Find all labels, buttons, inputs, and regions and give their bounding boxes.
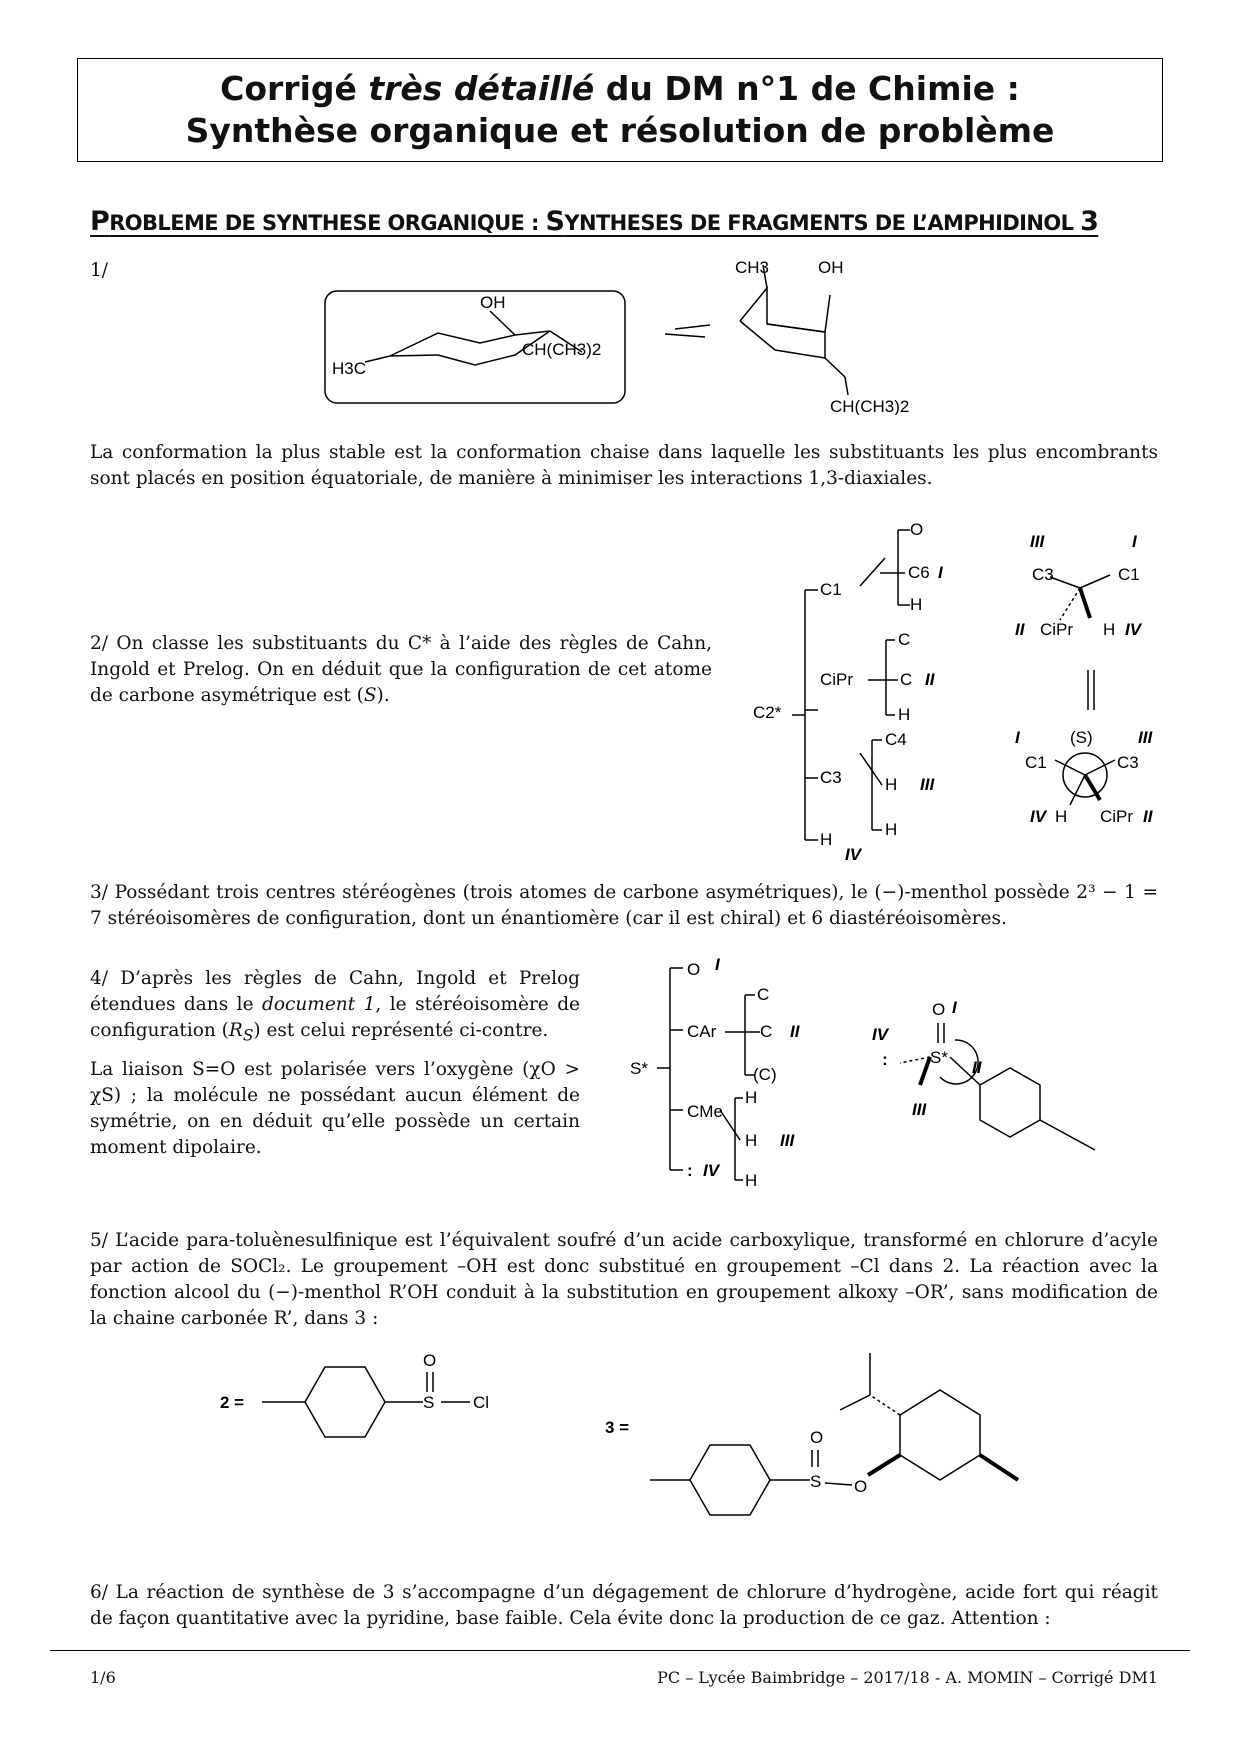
q1-ch3-label: CH3 (735, 258, 770, 277)
q1-chair-figure (320, 255, 960, 415)
q2-cipr-sub-h: H (898, 705, 911, 724)
q2-c3-sub-c4: C4 (885, 730, 907, 749)
q1-oh2-label: OH (818, 258, 844, 277)
q2-rank-iii: III (920, 775, 935, 794)
proj-top-c1: C1 (1118, 565, 1140, 584)
q1-oh-label: OH (480, 293, 506, 312)
q4-tree-figure (625, 950, 825, 1190)
q2-c1-sub-h: H (910, 595, 923, 614)
q3-text: 3/ Possédant trois centres stéréogènes (trois atomes de carbone asymétriques), le (−)-menthol possède 2³ − 1 = 7 stéréoisomères de configuration, dont un énantiomère (car il est chiral) et 6 diastéréoisomères. (90, 882, 1158, 929)
q5-o3: O (854, 1477, 868, 1496)
q2-rank-i: I (938, 563, 943, 582)
title-line-2: Synthèse organique et résolution de problème (185, 111, 1055, 150)
q5-text: 5/ L’acide para-toluènesulfinique est l’équivalent soufré d’un acide carboxylique, transformé en chlorure d’acyle par action de SOCl₂. Le groupement –OH est donc substitué en groupement –Cl dans 2. La réaction avec la fonction alcool du (−)-menthol R’OH conduit à la substitution en groupement alkoxy –OR’, sans modification de la chaine carbonée R’, dans 3 : (90, 1230, 1158, 1329)
q2-c3-sub-h: H (885, 775, 898, 794)
q4-fig-lone-pair: : (882, 1050, 888, 1069)
q4-s-label: S* (930, 1048, 948, 1067)
q2-rank-ii: II (925, 670, 935, 689)
q2-projection-figure (1010, 530, 1200, 840)
q1-chch3-2-label: CH(CH3)2 (830, 397, 910, 415)
q4-fig-rank-iv: IV (872, 1025, 889, 1044)
q5-s: S (423, 1393, 435, 1412)
proj-top-c3: C3 (1032, 565, 1054, 584)
proj-top-rank-i: I (1132, 532, 1137, 551)
q4-rank-ii: II (790, 1022, 800, 1041)
q4-car-sub-c: C (757, 985, 770, 1004)
footer-divider (50, 1650, 1190, 1651)
q5-compound-2-figure (215, 1350, 515, 1460)
q2-c1-sub-o: O (910, 520, 924, 539)
q2-h: H (820, 830, 833, 849)
q5-cl: Cl (473, 1393, 490, 1412)
proj-top-rank-iii: III (1030, 532, 1045, 551)
footer-info: PC – Lycée Baimbridge – 2017/18 - A. MOMIN – Corrigé DM1 (657, 1668, 1158, 1687)
q1-h3c-label: H3C (332, 359, 367, 378)
proj-bot-c3: C3 (1117, 753, 1139, 772)
q2-c1-sub-c6: C6 (908, 563, 930, 582)
q2-rank-iv: IV (845, 845, 862, 860)
proj-config: (S) (1070, 728, 1093, 747)
q2-text: 2/ On classe les substituants du C* à l’aide des règles de Cahn, Ingold et Prelog. On en déduit que la configuration de cet atome de carbone asymétrique est (S). (90, 633, 712, 706)
q4-fig-rank-ii: II (972, 1058, 982, 1077)
q4-car-sub-c3: (C) (753, 1065, 777, 1084)
q4-text-2: La liaison S=O est polarisée vers l’oxygène (χO > χS) ; la molécule ne possédant aucun élément de symétrie, on en déduit qu’elle possède un certain moment dipolaire. (90, 1059, 580, 1158)
q2-root: C2* (753, 703, 782, 722)
q4-rank-iii: III (780, 1131, 795, 1150)
q4-car-sub-c2: C (760, 1022, 773, 1041)
proj-top-h: H (1103, 620, 1116, 639)
q4-cme-sub-h3: H (745, 1171, 758, 1190)
proj-bot-rank-i: I (1015, 728, 1020, 747)
q2-cipr-sub-c2: C (900, 670, 913, 689)
q1-text: La conformation la plus stable est la conformation chaise dans laquelle les substituants les plus encombrants sont placés en position équatoriale, de manière à minimiser les interactions 1,3-diaxiales. (90, 442, 1158, 489)
q2-c3: C3 (820, 768, 842, 787)
q4-cme: CMe (687, 1102, 723, 1121)
q2-cipr-sub-c: C (898, 630, 911, 649)
q4-o: O (687, 960, 701, 979)
section-heading: PROBLEME DE SYNTHESE ORGANIQUE : SYNTHESES DE FRAGMENTS DE L’AMPHIDINOL 3 (90, 206, 1099, 237)
title-box (77, 58, 1163, 162)
q4-car: CAr (687, 1022, 717, 1041)
footer-page: 1/6 (90, 1668, 116, 1687)
title-line-1: Corrigé très détaillé du DM n°1 de Chimie : (220, 69, 1020, 108)
proj-bot-h: H (1055, 807, 1068, 826)
q2-c3-sub-h2: H (885, 820, 898, 839)
q5-o: O (423, 1351, 437, 1370)
q4-cme-sub-h: H (745, 1088, 758, 1107)
q5-s2: S (810, 1472, 822, 1491)
q2-c1: C1 (820, 580, 842, 599)
q5-label-3: 3 = (605, 1418, 630, 1437)
proj-top-rank-ii: II (1015, 620, 1025, 639)
proj-bot-cipr: CiPr (1100, 807, 1134, 826)
q4-lone-pair: : (687, 1161, 693, 1180)
proj-top-cipr: CiPr (1040, 620, 1074, 639)
proj-bot-c1: C1 (1025, 753, 1047, 772)
q2-cipr: CiPr (820, 670, 854, 689)
q5-o2: O (810, 1428, 824, 1447)
q4-sulfoxide-figure (860, 995, 1100, 1165)
q5-label-2: 2 = (220, 1393, 245, 1412)
q4-rank-i: I (715, 955, 720, 974)
proj-bot-rank-iii: III (1138, 728, 1153, 747)
proj-bot-rank-iv: IV (1030, 807, 1047, 826)
proj-top-rank-iv: IV (1125, 620, 1142, 639)
q4-text-1: 4/ D’après les règles de Cahn, Ingold et Prelog étendues dans le document 1, le stéréoisomère de configuration $(R_S)$ est celui représenté ci-contre. (90, 968, 581, 1045)
q4-fig-rank-iii: III (912, 1100, 927, 1119)
q1-chch3-label: CH(CH3)2 (522, 340, 602, 359)
q5-compound-3-figure (600, 1335, 1020, 1525)
q4-fig-rank-i: I (952, 998, 957, 1017)
q4-o-label: O (932, 1000, 946, 1019)
q4-cme-sub-h2: H (745, 1131, 758, 1150)
proj-bot-rank-ii: II (1143, 807, 1153, 826)
q4-root: S* (630, 1059, 648, 1078)
q6-text: 6/ La réaction de synthèse de 3 s’accompagne d’un dégagement de chlorure d’hydrogène, acide fort qui réagit de façon quantitative avec la pyridine, base faible. Cela évite donc la production de ce gaz. Attention : (90, 1582, 1158, 1629)
q1-label: 1/ (90, 260, 109, 281)
q4-rank-iv: IV (703, 1161, 720, 1180)
